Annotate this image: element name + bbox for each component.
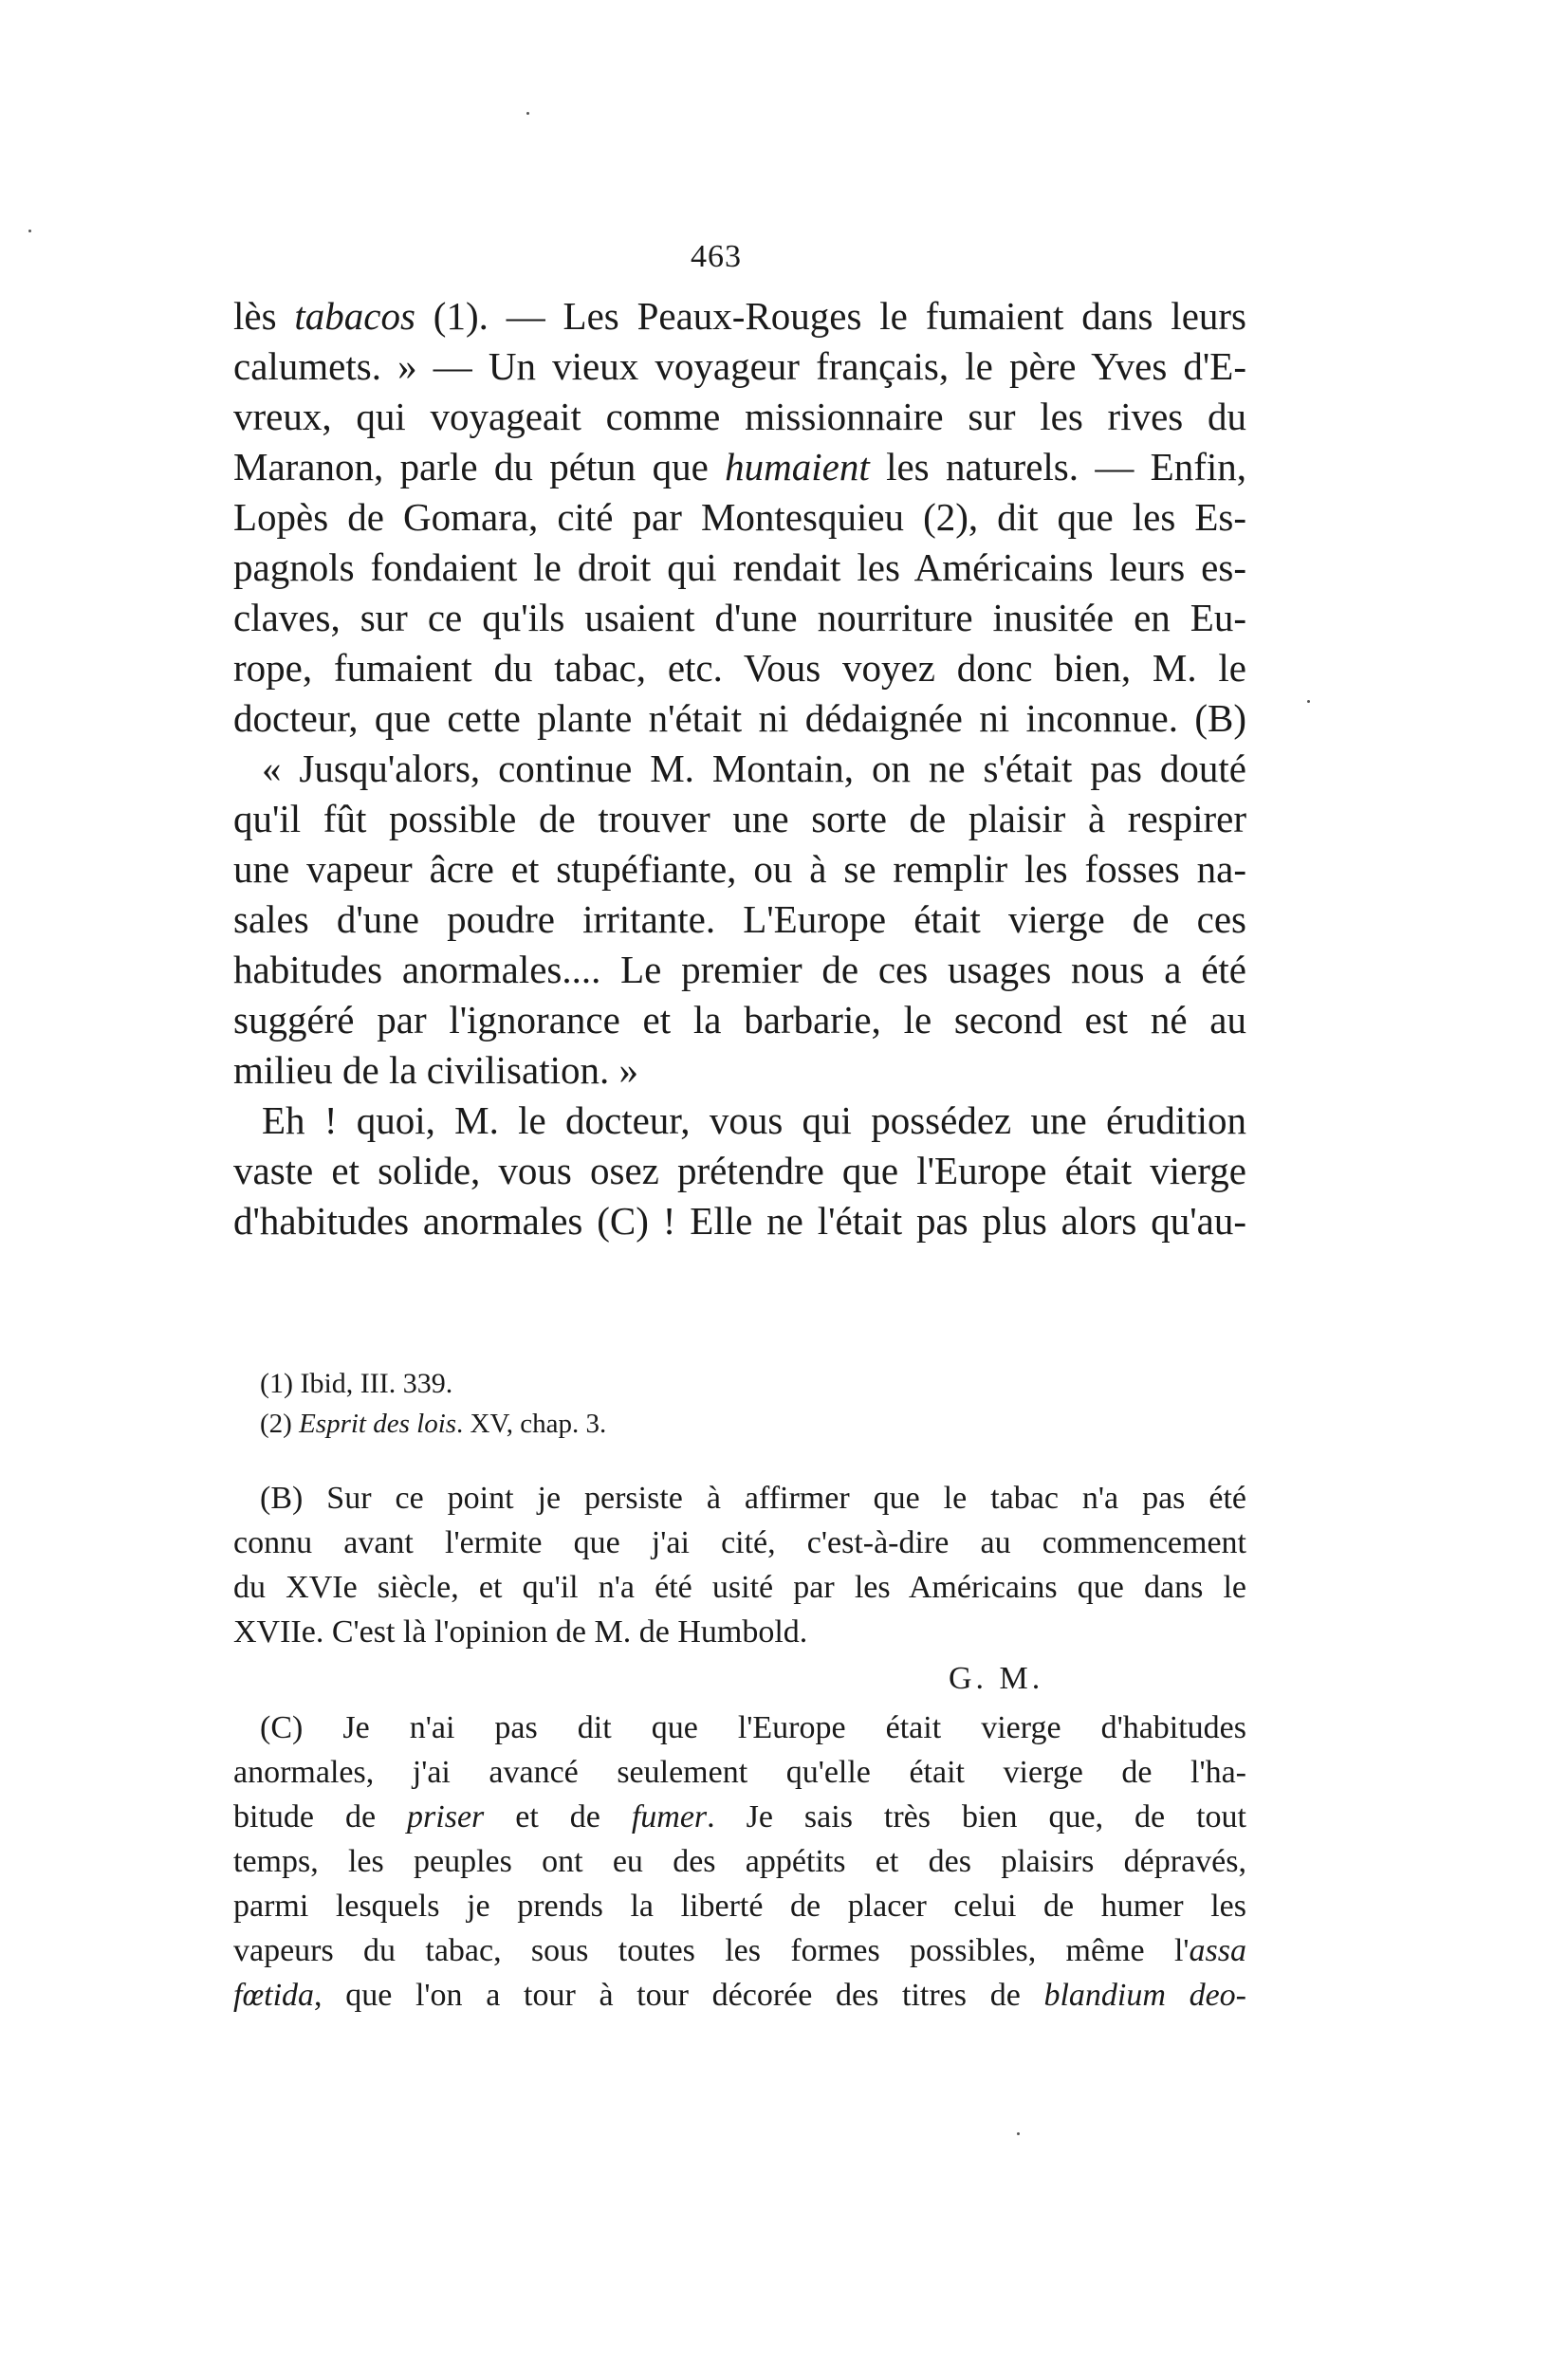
note-line: connu avant l'ermite que j'ai cité, c'est-à-dire au commencement bbox=[233, 1525, 1246, 1560]
note-b bbox=[233, 1476, 1246, 1654]
page-number: 463 bbox=[691, 239, 742, 274]
text-line: pagnols fondaient le droit qui rendait les Américains leurs es- bbox=[233, 545, 1246, 589]
text-line: suggéré par l'ignorance et la barbarie, le second est né au bbox=[233, 998, 1246, 1042]
text-line: habitudes anormales.... Le premier de ces usages nous a été bbox=[233, 948, 1246, 991]
text-line: docteur, que cette plante n'était ni dédaignée ni inconnue. (B) bbox=[233, 696, 1246, 740]
text-line: qu'il fût possible de trouver une sorte de plaisir à respirer bbox=[233, 797, 1246, 840]
note-signature: G. M. bbox=[949, 1661, 1044, 1696]
scan-speck bbox=[28, 230, 31, 232]
scan-speck bbox=[526, 112, 529, 115]
note-line: temps, les peuples ont eu des appétits et des plaisirs dépravés, bbox=[233, 1844, 1246, 1879]
main-text bbox=[233, 291, 1246, 1246]
note-c bbox=[233, 1705, 1246, 2018]
note-line: bitude de priser et de fumer. Je sais très bien que, de tout bbox=[233, 1799, 1246, 1835]
footnotes bbox=[233, 1364, 1246, 1444]
note-line: XVIIe. C'est là l'opinion de M. de Humbold. bbox=[233, 1614, 808, 1650]
text-line: Lopès de Gomara, cité par Montesquieu (2), dit que les Es- bbox=[233, 495, 1246, 539]
note-line: vapeurs du tabac, sous toutes les formes possibles, même l'assa bbox=[233, 1933, 1246, 1968]
text-line: rope, fumaient du tabac, etc. Vous voyez donc bien, M. le bbox=[233, 646, 1246, 690]
text-line: vaste et solide, vous osez prétendre que l'Europe était vierge bbox=[233, 1149, 1246, 1192]
text-line: sales d'une poudre irritante. L'Europe était vierge de ces bbox=[233, 897, 1246, 941]
scan-speck bbox=[1307, 700, 1310, 703]
text-line: calumets. » — Un vieux voyageur français, le père Yves d'E- bbox=[233, 344, 1246, 388]
text-line: vreux, qui voyageait comme missionnaire sur les rives du bbox=[233, 395, 1246, 438]
note-line: (B) Sur ce point je persiste à affirmer que le tabac n'a pas été bbox=[260, 1481, 1246, 1516]
text-line: milieu de la civilisation. » bbox=[233, 1048, 638, 1092]
text-line: Eh ! quoi, M. le docteur, vous qui possédez une érudition bbox=[262, 1098, 1246, 1142]
note-line: parmi lesquels je prends la liberté de placer celui de humer les bbox=[233, 1889, 1246, 1924]
text-line: d'habitudes anormales (C) ! Elle ne l'était pas plus alors qu'au- bbox=[233, 1199, 1246, 1243]
scan-speck bbox=[1017, 2132, 1020, 2135]
footnote-2: (2) Esprit des lois. XV, chap. 3. bbox=[260, 1409, 607, 1439]
text-line: « Jusqu'alors, continue M. Montain, on ne s'était pas douté bbox=[262, 747, 1246, 790]
note-line: anormales, j'ai avancé seulement qu'elle était vierge de l'ha- bbox=[233, 1755, 1246, 1790]
note-line: fœtida, que l'on a tour à tour décorée des titres de blandium deo- bbox=[233, 1978, 1247, 2013]
text-line: claves, sur ce qu'ils usaient d'une nourriture inusitée en Eu- bbox=[233, 596, 1246, 639]
text-line: Maranon, parle du pétun que humaient les naturels. — Enfin, bbox=[233, 445, 1247, 489]
footnote-1: (1) Ibid, III. 339. bbox=[260, 1368, 453, 1399]
note-line: (C) Je n'ai pas dit que l'Europe était vierge d'habitudes bbox=[260, 1710, 1246, 1745]
text-line: une vapeur âcre et stupéfiante, ou à se remplir les fosses na- bbox=[233, 847, 1246, 891]
note-line: du XVIe siècle, et qu'il n'a été usité par les Américains que dans le bbox=[233, 1570, 1246, 1605]
text-line: lès tabacos (1). — Les Peaux-Rouges le fumaient dans leurs bbox=[233, 294, 1246, 338]
